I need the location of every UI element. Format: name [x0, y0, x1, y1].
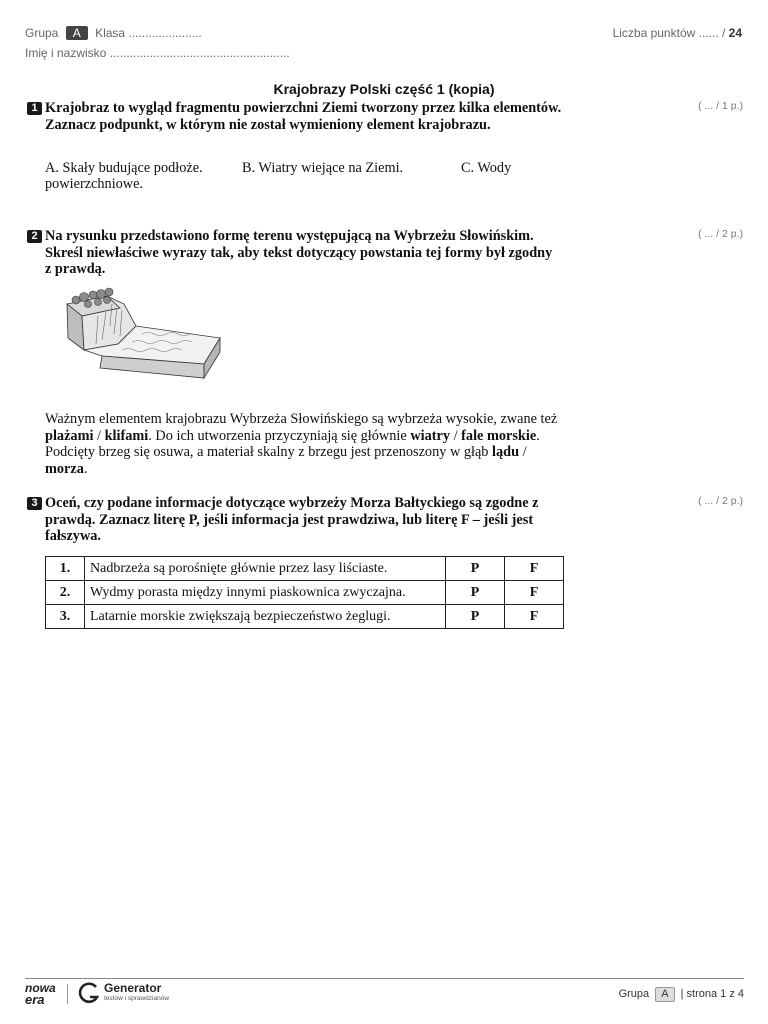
name-field: Imię i nazwisko ...................................................... — [25, 46, 290, 60]
generator-g-icon — [76, 982, 102, 1006]
table-row — [46, 605, 564, 629]
footer-group-badge: A — [655, 987, 674, 1002]
q2-paragraph — [45, 411, 557, 477]
nowa-era-logo — [25, 983, 56, 1005]
q1-line1: Krajobraz to wygląd fragmentu powierzchni Ziemi tworzony przez kilka elementów. — [45, 100, 562, 116]
q2-para-l3-text: Podcięty brzeg się osuwa, a materiał skalny z brzegu jest przenoszony w głąb — [45, 444, 489, 460]
row-number: 1. — [46, 557, 85, 581]
header-group-row — [25, 26, 202, 40]
row-number: 2. — [46, 581, 85, 605]
slash: / — [97, 427, 102, 444]
footer-page-info — [619, 987, 744, 1002]
word-klifami[interactable]: klifami — [104, 427, 149, 444]
word-fale-morskie[interactable]: fale morskie — [461, 427, 537, 444]
answer-p[interactable]: P — [446, 557, 505, 581]
answer-f[interactable]: F — [505, 605, 564, 629]
question-1-text — [45, 100, 561, 133]
generator-logo — [104, 982, 169, 1003]
q1-option-b[interactable]: B. Wiatry wiejące na Ziemi. — [242, 160, 404, 176]
answer-p[interactable]: P — [446, 581, 505, 605]
row-number: 3. — [46, 605, 85, 629]
question-2-text — [45, 228, 552, 278]
q2-points: ( ... / 2 p.) — [698, 228, 743, 240]
q2-para-line4 — [45, 461, 557, 478]
question-number-3: 3 — [27, 497, 42, 510]
slash: / — [453, 427, 458, 444]
word-wiatry[interactable]: wiatry — [410, 427, 451, 444]
answer-f[interactable]: F — [505, 557, 564, 581]
footer-divider — [25, 978, 744, 979]
generator-subtitle: testów i sprawdzianów — [104, 995, 170, 1002]
slash: / — [522, 444, 527, 460]
question-number-2: 2 — [27, 230, 42, 243]
q3-line3: fałszywa. — [45, 528, 101, 544]
answer-p[interactable]: P — [446, 605, 505, 629]
question-3-text — [45, 495, 539, 545]
points-max: 24 — [728, 26, 742, 40]
q1-option-c[interactable]: C. Wody — [461, 160, 512, 176]
footer-group-label: Grupa — [618, 988, 650, 1000]
q2-para-line3 — [45, 444, 557, 461]
row-statement: Nadbrzeża są porośnięte głównie przez lasy liściaste. — [85, 557, 446, 581]
logo-nowa: nowa — [25, 981, 56, 995]
word-ladu[interactable]: lądu — [492, 444, 520, 460]
q2-para-line1: Ważnym elementem krajobrazu Wybrzeża Słowińskiego są wybrzeża wysokie, zwane też — [45, 411, 558, 427]
points-total — [613, 26, 742, 40]
row-statement: Latarnie morskie zwiększają bezpieczeństwo żeglugi. — [85, 605, 446, 629]
cliff-illustration — [62, 286, 224, 382]
q2-line1: Na rysunku przedstawiono formę terenu występującą na Wybrzeżu Słowińskim. — [45, 228, 534, 244]
question-number-1: 1 — [27, 102, 42, 115]
logo-era: era — [25, 992, 45, 1007]
word-morza[interactable]: morza — [45, 460, 84, 477]
word-plazami[interactable]: plażami — [45, 427, 94, 444]
page-title: Krajobrazy Polski część 1 (kopia) — [273, 81, 495, 97]
row-statement: Wydmy porasta między innymi piaskownica zwyczajna. — [85, 581, 446, 605]
q1-option-c-cont: powierzchniowe. — [45, 176, 144, 192]
q1-points: ( ... / 1 p.) — [698, 100, 743, 112]
q2-line2: Skreśl niewłaściwe wyrazy tak, aby tekst dotyczący powstania tej formy był zgodny — [45, 244, 553, 261]
q2-para-line2 — [45, 428, 557, 445]
answer-f[interactable]: F — [505, 581, 564, 605]
q1-option-a[interactable]: A. Skały budujące podłoże. — [45, 160, 203, 176]
q3-line2: prawdą. Zaznacz literę P, jeśli informacja jest prawdziwa, lub literę F – jeśli jest — [45, 511, 534, 528]
group-label: Grupa — [25, 26, 59, 40]
q2-line3: z prawdą. — [45, 261, 106, 277]
q1-line2: Zaznacz podpunkt, w którym nie został wymieniony element krajobrazu. — [45, 116, 491, 133]
generator-title: Generator — [104, 981, 162, 995]
points-label: Liczba punktów ...... / — [612, 26, 726, 40]
table-row — [46, 557, 564, 581]
group-badge: A — [66, 26, 88, 40]
dot: . — [536, 427, 540, 444]
dot: . — [83, 460, 88, 477]
class-label: Klasa ...................... — [95, 26, 202, 40]
logo-separator — [67, 984, 68, 1004]
q3-points: ( ... / 2 p.) — [698, 495, 743, 507]
table-row — [46, 581, 564, 605]
q3-line1: Oceń, czy podane informacje dotyczące wybrzeży Morza Bałtyckiego są zgodne z — [45, 495, 539, 511]
footer-page-label: | strona 1 z 4 — [680, 988, 744, 1000]
true-false-table — [45, 556, 564, 629]
q2-para-mid: . Do ich utworzenia przyczyniają się głównie — [148, 427, 407, 444]
